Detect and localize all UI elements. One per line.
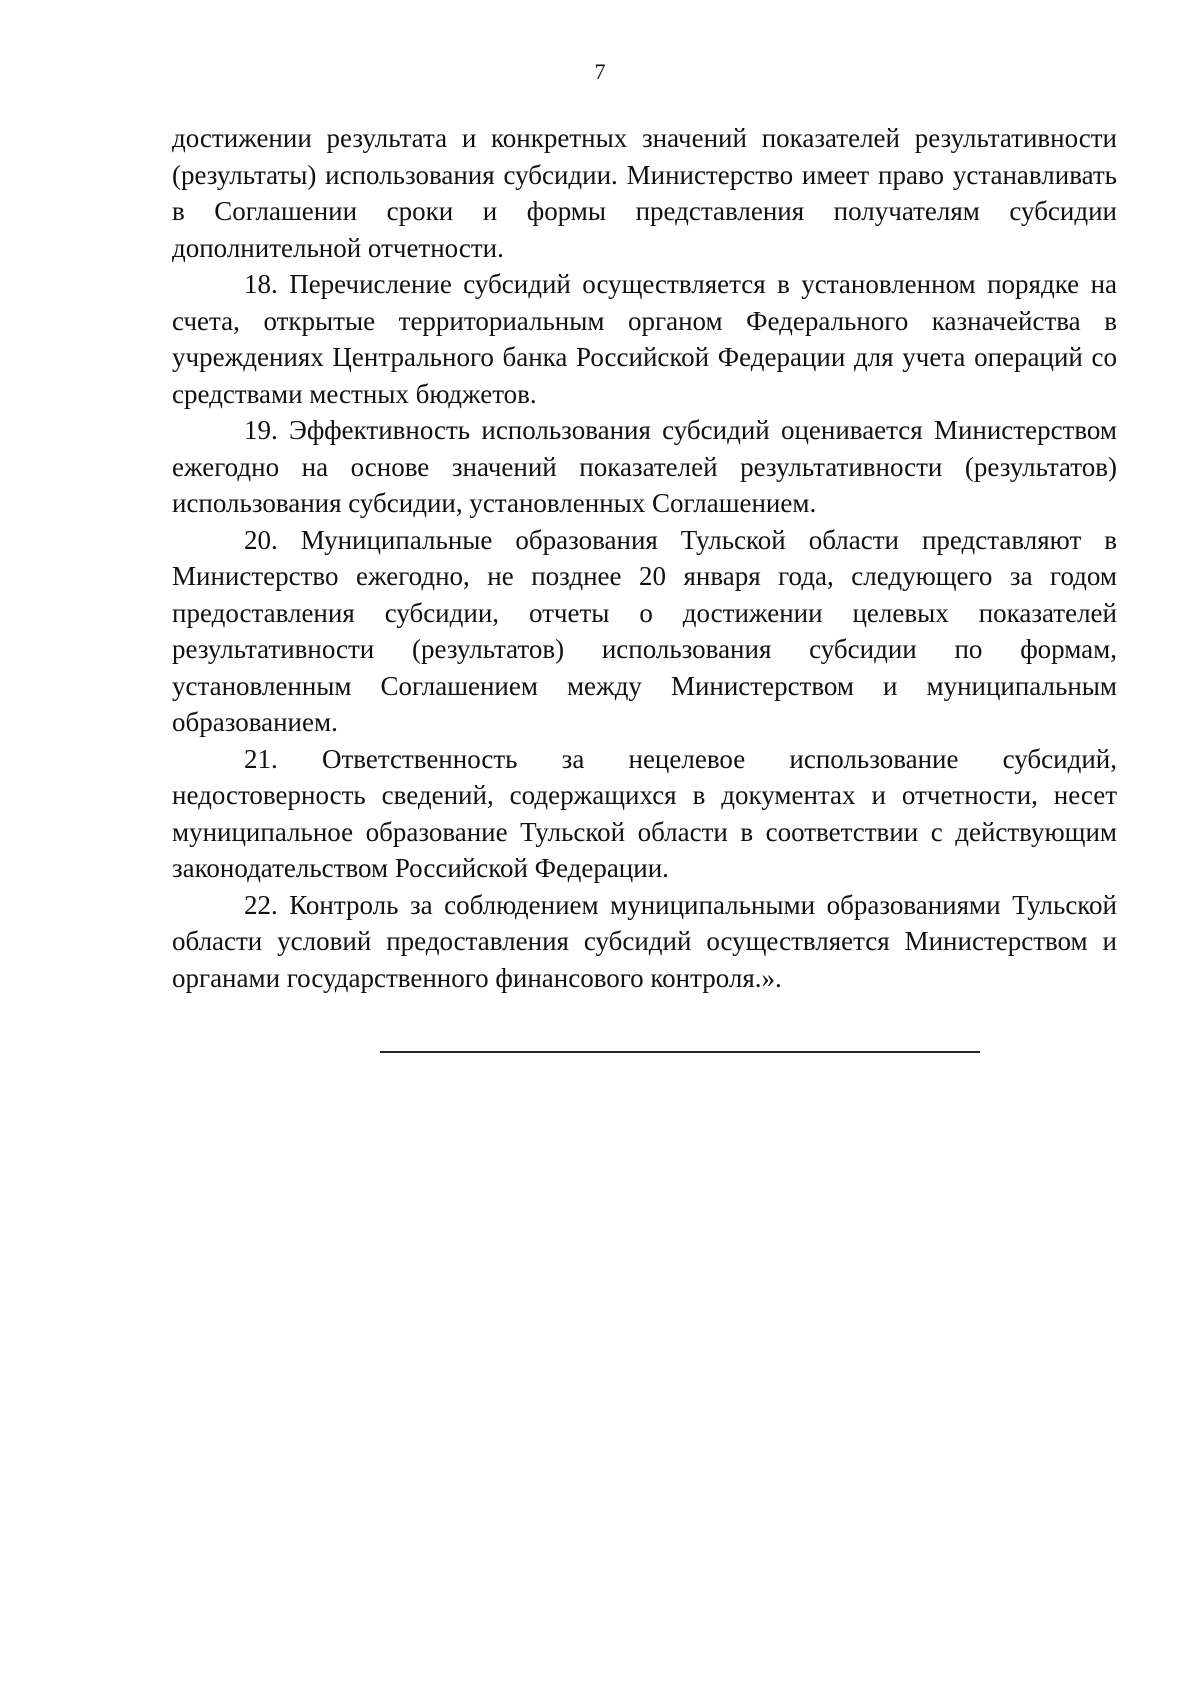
paragraph-item-22: 22. Контроль за соблюдением муниципальными образованиями Тульской области условий предоставления субсидий осуществляется Министерством и органами государственного финансового контроля.». (172, 889, 1117, 993)
closing-divider-line (380, 1051, 980, 1053)
page-number: 7 (594, 59, 606, 84)
paragraph-item-20: 20. Муниципальные образования Тульской области представляют в Министерство ежегодно, не позднее 20 января года, следующего за годом предоставления субсидии, отчеты о достижении целевых показателей результативности (результатов) использования субсидии по формам, установленным Соглашением между Министерством и муниципальным образованием. (172, 524, 1117, 737)
paragraph-item-19: 19. Эффективность использования субсидий оценивается Министерством ежегодно на основе значений показателей результативности (результатов) использования субсидии, установленных Соглашением. (172, 415, 1117, 518)
document-body (172, 120, 1117, 996)
paragraph-item-21: 21. Ответственность за нецелевое использование субсидий, недостоверность сведений, содержащихся в документах и отчетности, несет муниципальное образование Тульской области в соответствии с действующим законодательством Российской Федерации. (172, 743, 1117, 883)
paragraph-item-18: 18. Перечисление субсидий осуществляется в установленном порядке на счета, открытые территориальным органом Федерального казначейства в учреждениях Центрального банка Российской Федерации для учета операций со средствами местных бюджетов. (172, 269, 1117, 409)
paragraph-continuation: достижении результата и конкретных значений показателей результативности (результаты) использования субсидии. Министерство имеет право устанавливать в Соглашении сроки и формы представления получателям субсидии дополнительной отчетности. (172, 123, 1117, 263)
